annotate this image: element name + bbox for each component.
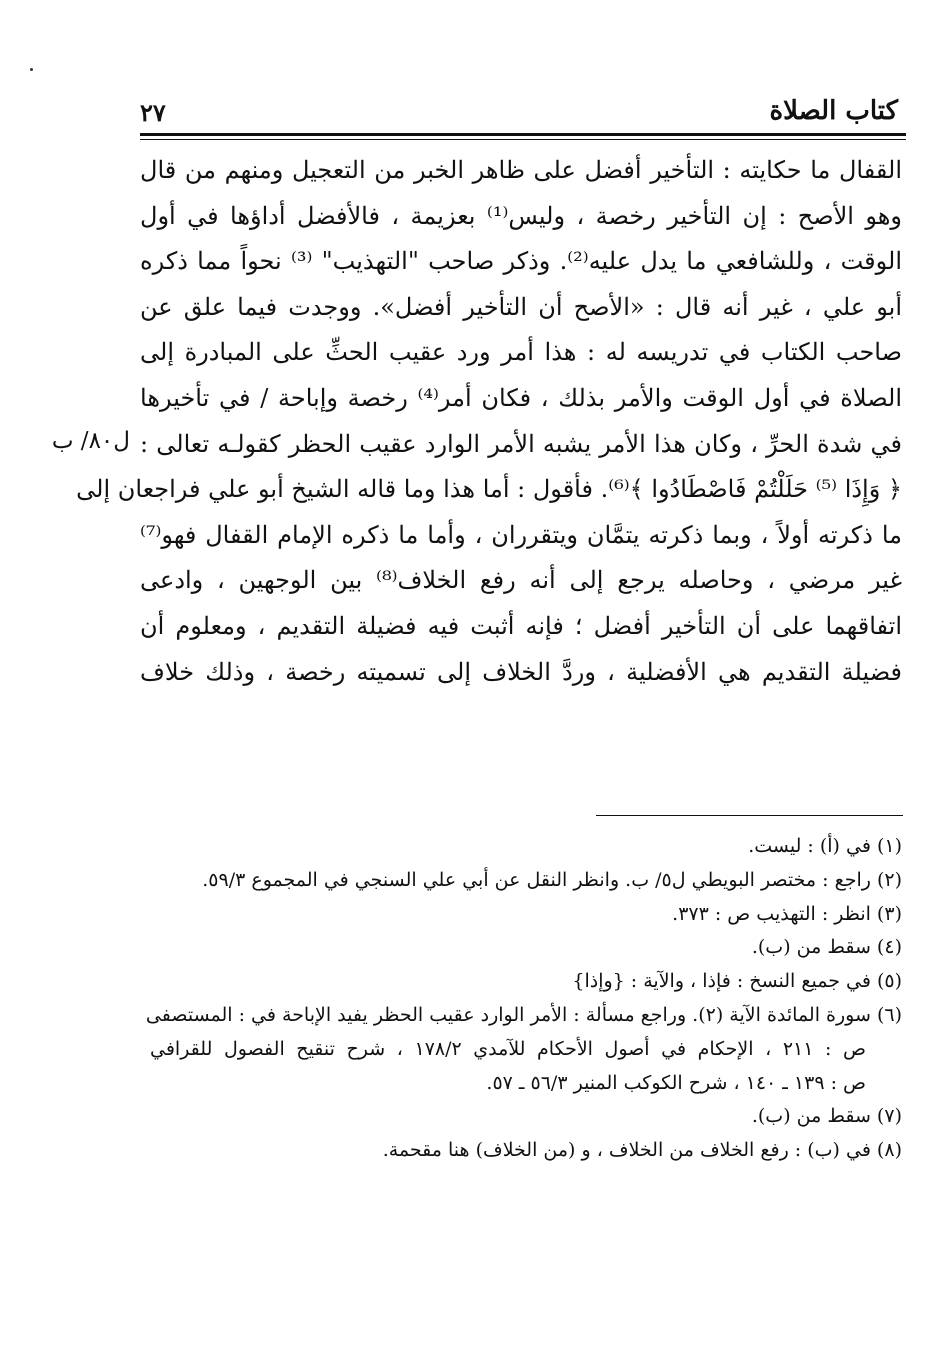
footnote: (٨) في (ب) : رفع الخلاف من الخلاف ، و (من الخلاف) هنا مقحمة. [382,1139,902,1162]
footnote: (٦) سورة المائدة الآية (٢). وراجع مسألة : الأمر الوارد عقيب الحظر يفيد الإباحة في : المستصفى [145,1003,902,1026]
header-rule-thin [140,139,906,140]
footnotes [145,830,902,1168]
text-line: فضيلة التقديم هي الأفضلية ، وردَّ الخلاف إلى تسميته رخصة ، وذلك خلاف [140,657,902,686]
page-number: ٢٧ [140,98,166,127]
text-line: صاحب الكتاب في تدريسه له : هذا أمر ورد عقيب الحثِّ على المبادرة إلى [140,338,902,367]
footnote: (٤) سقط من (ب). [751,936,902,959]
footnote-continuation: ص : ١٣٩ ـ ١٤٠ ، شرح الكوكب المنير ٥٦/٣ ـ ٥٧. [486,1071,866,1094]
text-line: اتفاقهما على أن التأخير أفضل ؛ فإنه أثبت فيه فضيلة التقديم ، ومعلوم أن [140,611,902,640]
footnote-continuation: ص : ٢١١ ، الإحكام في أصول الأحكام للآمدي ١٧٨/٢ ، شرح تنقيح الفصول للقرافي [150,1037,866,1060]
running-title: كتاب الصلاة [769,96,898,126]
text-line: ما ذكرته أولاً ، وبما ذكرته يتمَّان ويتقرران ، وأما ما ذكره الإمام القفال فهو⁽⁷⁾ [140,520,902,549]
text-line: ﴿ وَإِذَا ⁽⁵⁾ حَلَلْتُمْ فَاصْطَادُوا ﴾⁽⁶⁾. فأقول : أما هذا وما قاله الشيخ أبو علي فراجعان إلى [76,475,902,504]
page-header [140,96,906,130]
header-rule-thick [140,133,906,136]
footnote-separator [596,815,903,816]
text-line: الصلاة في أول الوقت والأمر بذلك ، فكان أمر⁽⁴⁾ رخصة وإباحة / في تأخيرها [140,383,902,412]
scan-speck [30,68,33,71]
text-line: في شدة الحرِّ ، وكان هذا الأمر يشبه الأمر الوارد عقيب الحظر كقولـه تعالى : [140,429,902,458]
text-line: وهو الأصح : إن التأخير رخصة ، وليس⁽¹⁾ بعزيمة ، فالأفضل أداؤها في أول [140,201,903,230]
manuscript-folio-note: ل٨٠/ ب [51,428,130,454]
footnote: (٥) في جميع النسخ : فإذا ، والآية : {وإذا} [572,970,902,993]
text-line: القفال ما حكايته : التأخير أفضل على ظاهر الخبر من التعجيل ومنهم من قال [140,156,902,184]
footnote: (١) في (أ) : ليست. [748,835,902,857]
text-line: غير مرضي ، وحاصله يرجع إلى أنه رفع الخلاف⁽⁸⁾ بين الوجهين ، وادعى [140,566,903,595]
text-line: أبو علي ، غير أنه قال : «الأصح أن التأخير أفضل». ووجدت فيما علق عن [140,292,902,321]
text-line: الوقت ، وللشافعي ما يدل عليه⁽²⁾. وذكر صاحب "التهذيب" ⁽³⁾ نحواً مما ذكره [140,247,902,276]
footnote: (٧) سقط من (ب). [751,1105,902,1128]
footnote: (٢) راجع : مختصر البويطي ل٥/ ب. وانظر النقل عن أبي علي السنجي في المجموع ٥٩/٣. [202,868,902,891]
footnote: (٣) انظر : التهذيب ص : ٣٧٣. [672,902,902,925]
